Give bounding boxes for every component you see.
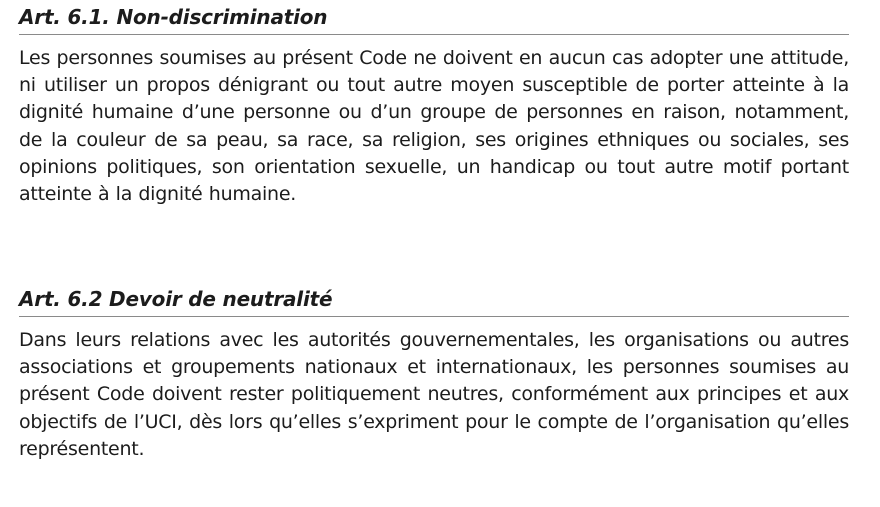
article-heading: Art. 6.2 Devoir de neutralité: [19, 287, 333, 311]
article-6-1: [19, 3, 849, 208]
heading-divider: [19, 316, 849, 317]
article-6-2: [19, 285, 849, 463]
heading-divider: [19, 34, 849, 35]
article-body: Dans leurs relations avec les autorités gouvernementales, les organisations ou autres associations et groupements nationaux et internationaux, les personnes soumises au présent Code doivent rester politiquement neutres, conformément aux principes et aux objectifs de l’UCI, dès lors qu’elles s’expriment pour le compte de l’organisation qu’elles représentent.: [19, 329, 849, 460]
article-heading: Art. 6.1. Non-discrimination: [19, 5, 328, 29]
article-body: Les personnes soumises au présent Code ne doivent en aucun cas adopter une attitude, ni utiliser un propos dénigrant ou tout autre moyen susceptible de porter atteinte à la dignité humaine d’une personne ou d’un groupe de personnes en raison, notamment, de la couleur de sa peau, sa race, sa religion, ses origines ethniques ou sociales, ses opinions politiques, son orientation sexuelle, un handicap ou tout autre motif portant atteinte à la dignité humaine.: [19, 47, 849, 206]
